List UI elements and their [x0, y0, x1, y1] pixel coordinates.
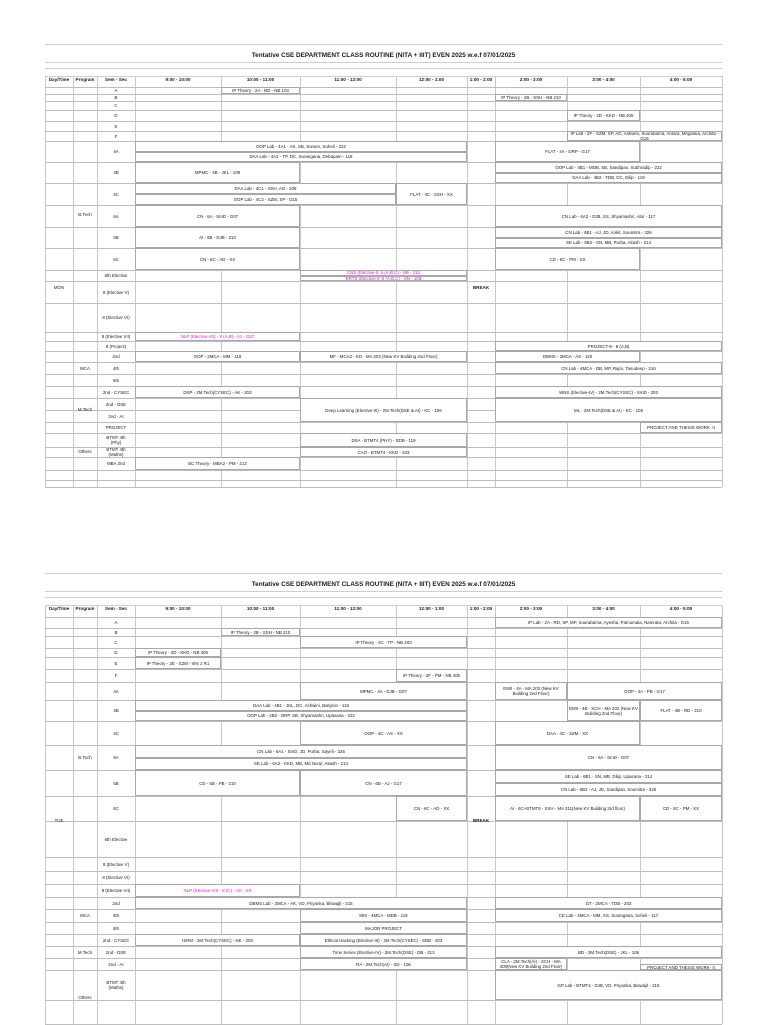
grid-line — [45, 121, 722, 122]
grid-line — [45, 487, 722, 488]
sem-label: 2nd - AI — [108, 413, 124, 419]
sem-label: C — [114, 639, 118, 645]
class-cell: CN - 6C - AD - XX — [396, 796, 467, 821]
frame-line — [45, 597, 722, 598]
sem-label: 8 (Elective VI) — [102, 875, 130, 880]
sem-label: 6C — [113, 256, 119, 262]
sem-label: 4C — [113, 730, 119, 736]
class-cell: EMII - 4B - SCH - MA 202 (New KV Building 2nd Floor) — [567, 700, 640, 721]
class-cell: ML - 2M.Tech(DSE & AI) - KC - 106 — [495, 398, 722, 422]
sem-label: 2nd - CYSEC — [102, 937, 130, 943]
sem-label: PROJECT — [105, 425, 127, 430]
sem-label: F — [114, 673, 118, 678]
program-label: MCA — [80, 366, 90, 371]
class-cell: IP Theory - 2C - TP - NB 403 — [300, 636, 467, 648]
sem-label: D — [114, 113, 118, 118]
break-label: BREAK — [472, 818, 490, 823]
class-cell: OOP - 2MCA - MM - 119 — [135, 351, 300, 362]
column-header: 11:00 - 12:00 — [334, 605, 362, 611]
class-cell: IP Theory - 2B - SSH - NB 210 — [495, 94, 567, 101]
sem-label: 8 (Elective VI) — [102, 315, 130, 320]
program-label: Others — [78, 449, 92, 454]
class-cell: DAA Lab - 4C1 - SSH, AG - 208 — [135, 183, 396, 194]
class-cell: DSA - BTMT4 (PHY) - SDB - 119 — [300, 433, 467, 447]
class-cell: RA - 2M.Tech(AI) - SD - 106 — [300, 958, 467, 970]
class-cell: SE Lab - 6B2 - SN, MB, Purba, Akash - 214 — [495, 238, 722, 249]
class-cell: OOP - 4C - AS - XX — [300, 721, 467, 745]
class-cell: IP Theory - 2E - SZM - WS 2 R1 — [135, 657, 221, 669]
class-cell: CD - 6C - PM - XX — [495, 248, 640, 270]
sem-label: 8 (Elective VII) — [101, 334, 131, 339]
column-header: Program — [75, 605, 95, 611]
class-cell: CN Lab - 6A2 - DJB, SS, Shyamashri, Abir - 117 — [495, 205, 722, 227]
column-header: 2:00 - 3:00 — [519, 605, 543, 611]
program-label: M.Tech — [77, 949, 93, 955]
sem-label: 2nd - DSE — [105, 401, 127, 407]
sem-label: 4C — [113, 191, 119, 197]
frame-line — [45, 573, 722, 574]
class-cell: FLAT - 4A - DRP - G17 — [495, 141, 640, 162]
frame-line — [45, 62, 722, 63]
sem-label: 6th Elective — [104, 836, 128, 842]
sem-label: 4th — [112, 913, 120, 918]
grid-line — [45, 374, 722, 375]
class-cell: IP Theory - 2B - SSH - NB 210 — [221, 628, 300, 636]
grid-line — [45, 87, 722, 88]
grid-line — [45, 76, 722, 77]
sem-label: 6A — [113, 213, 119, 219]
class-cell: IP Theory - 2D - KKD - NB 405 — [567, 110, 640, 121]
class-cell: ISRM - 2M.Tech(CYSEC) - NK - 203 — [135, 934, 300, 946]
class-cell: CN - 6A - SmD - G07 — [135, 205, 300, 227]
class-cell: NLP (Elective-VII) - 8 (A,B) - AJ - G17 — [135, 332, 300, 341]
sem-label: 6th — [112, 377, 120, 383]
class-cell: MPMC - 4A - DJB - G07 — [300, 682, 467, 700]
column-header: Program — [75, 76, 95, 82]
column-header: Day/Time — [48, 76, 70, 82]
grid-line — [45, 871, 722, 872]
class-cell: CD - 6C - PM - XX — [640, 796, 722, 821]
grid-line — [45, 281, 722, 282]
class-cell: CN Lab - 6A1 - SmD, JD, Purba, Sayeli - 326 — [135, 745, 467, 758]
sem-label: BTMT 4th (Maths) — [106, 980, 126, 990]
column-header: Day/Time — [48, 605, 70, 611]
sem-label: A — [114, 88, 118, 93]
column-header: 4:00 - 5:00 — [669, 605, 693, 611]
grid-line — [221, 605, 222, 1024]
sem-label: E — [114, 123, 118, 129]
sem-label: 4B — [113, 708, 119, 713]
grid-line — [45, 480, 722, 481]
sem-label: 4A — [113, 149, 119, 154]
grid-line — [45, 422, 722, 423]
sem-label: B — [114, 629, 118, 635]
column-header: 11:00 - 12:00 — [334, 76, 362, 82]
class-cell: MPMC - 4B - JKL - 109 — [135, 162, 300, 183]
grid-line — [45, 303, 722, 304]
sem-label: 8 (Project) — [105, 343, 127, 349]
class-cell: MIS - 4MCA - MDB - 119 — [300, 909, 467, 922]
class-cell: EMII - 4A - MA 202 (New KV Building 2nd Floor) — [495, 682, 567, 700]
sem-label: 2nd - CYSEC — [102, 389, 130, 395]
sem-label: C — [114, 103, 118, 108]
class-cell: PROJECT AND THESIS WORK- II — [640, 964, 722, 970]
column-header: Sem - Sec — [105, 76, 127, 82]
class-cell: IP Lab - 2F - SZM, SP, AG, Ashwini, Sourabarna, Antara, Mriganka, Archita - G15 — [567, 131, 722, 141]
sem-label: 6th — [112, 925, 120, 931]
class-cell: GP Lab - BTMT4 - DJB, VD, Priyanka, Biswajit - 215 — [495, 970, 722, 1000]
sem-label: 2nd — [112, 354, 120, 359]
class-cell: SE Lab - 6B1 - SN, MB, Dilip, Upasana - 214 — [495, 770, 722, 783]
class-cell: GT - 2MCA - TDB - 203 — [495, 897, 722, 909]
sem-label: D — [114, 650, 118, 655]
class-cell: CN - 6A - SmD - G07 — [495, 745, 722, 770]
column-header: 2:00 - 3:00 — [519, 76, 543, 82]
class-cell: AI - 6B - DJB - 210 — [135, 227, 300, 248]
class-cell: FLAT - 4B - RD - 210 — [640, 700, 722, 721]
class-cell: AI - 6C+BTMT6 - SSH - MA 311(New KV Building 3rd floor) — [495, 796, 640, 821]
sem-label: B — [114, 95, 118, 100]
sem-label: 8 (Elective V) — [102, 289, 130, 295]
grid-line — [45, 470, 722, 471]
class-cell: CN - 6B - AJ - G17 — [300, 770, 467, 796]
class-cell: FLAT - 4C - SSH - XX — [396, 183, 467, 205]
class-cell: BC Theory - MBA2 - PM - 213 — [135, 457, 300, 470]
column-header: 12:00 - 1:00 — [418, 605, 445, 611]
sem-label: A — [114, 620, 118, 625]
class-cell: DBMS - 2MCA - AS - 119 — [495, 351, 640, 362]
sem-label: 2nd — [112, 900, 120, 906]
grid-line — [722, 605, 723, 1024]
grid-line — [45, 669, 722, 670]
sem-label: 6B — [113, 780, 119, 786]
class-cell: CNS (Elective-II: 6 (A,B,C) - NB - 213 — [300, 270, 467, 276]
class-cell: DSP - 2M Tech(CYSEC) - AK - 203 — [135, 386, 300, 398]
frame-line — [45, 68, 722, 69]
class-cell: IP Theory - 2F - PM - NB 406 — [396, 669, 467, 682]
class-cell: CD - 6B - PB - 210 — [135, 770, 300, 796]
class-cell: BD - 2M.Tech(DSE) - JKL - 106 — [495, 946, 722, 958]
day-label: TUE — [54, 818, 64, 823]
class-cell: WNS (Elective-IV) - 2M.Tech(CYSEC) - SmD - 203 — [495, 386, 722, 398]
column-header: 9:00 - 10:00 — [165, 605, 191, 611]
day-label: MON — [53, 284, 65, 290]
class-cell: CN - 6C - AD - XX — [135, 248, 300, 270]
class-cell: CE Lab - 4MCA - MM, SS, Surangana, Soheli - 117 — [495, 909, 722, 922]
grid-line — [722, 76, 723, 487]
sem-label: 4A — [113, 688, 119, 694]
sem-label: 4th — [112, 365, 120, 371]
column-header: 9:00 - 10:00 — [165, 76, 191, 82]
class-cell: CAO - BTMT4 - KKD - 203 — [300, 447, 467, 457]
grid-line — [45, 1000, 722, 1001]
column-header: Sem - Sec — [105, 605, 127, 611]
class-cell: PROJECT AND THESIS WORK- II — [640, 422, 722, 433]
grid-line — [45, 857, 722, 858]
grid-line — [45, 821, 722, 822]
column-header: 1:00 - 2:00 — [469, 605, 493, 611]
program-label: M.Tech — [77, 407, 93, 412]
class-cell: CN Lab - 4MCA - DB, MP, Rajni, Tanudeep - 216 — [495, 362, 722, 374]
class-cell: OOP Lab - 4B2 - DRP, SB, Shyamashri, Upasana - 222 — [135, 711, 467, 722]
class-cell: PROJECT-8 - 8 (A,B) — [495, 341, 722, 351]
sem-label: E — [114, 660, 118, 666]
sem-label: BTMT 4th (Phy) — [106, 435, 126, 445]
class-cell: OOP Lab - 4B1 - MDB, SB, Sandipan, Subhradip - 222 — [495, 162, 722, 173]
break-label: BREAK — [472, 284, 490, 290]
column-header: 4:00 - 5:00 — [669, 76, 693, 82]
sem-label: 8 (Elective VII) — [101, 888, 131, 893]
class-cell: SE Lab - 6A2 - KKD, MB, Md Nurul, Akash - 214 — [135, 758, 467, 771]
sem-label: 6B — [113, 235, 119, 240]
class-cell: DBMS Lab - 2MCA - AK, VD, Priyanka, Biswajit - 215 — [135, 897, 467, 909]
class-cell: IP Lab - 2A - RD, SP, MP, Sourabarna, Ayesha, Pamumala, Namrata, Archita - G15 — [495, 617, 722, 628]
class-cell: NLP (Elective-VII) - 8 (C) - AD - XX — [135, 884, 300, 897]
class-cell: DAA - 4C - SZM - XX — [495, 721, 640, 745]
sem-label: 6th Elective — [104, 273, 128, 278]
column-header: 10:00 - 11:00 — [246, 76, 275, 82]
sem-label: BTMT 4th (Maths) — [106, 447, 126, 457]
sem-label: 6C — [113, 806, 119, 811]
class-cell: ERTS (Elective-II: 6 (A,B,C) - SN - 108 — [300, 276, 467, 282]
column-header: 3:00 - 4:00 — [592, 76, 615, 82]
routine-title: Tentative CSE DEPARTMENT CLASS ROUTINE (NITA + IIIT) EVEN 2025 w.e.f 07/01/2025 — [251, 52, 516, 59]
class-cell: CLA - 2M.Tech(AI) - SCH - MA 309(New KV Building 2nd Floor) — [495, 958, 567, 970]
class-cell: Time Series (Elective-IV) - 2M.Tech(DSE) - DB - 213 — [300, 946, 467, 958]
column-header: 3:00 - 4:00 — [592, 605, 615, 611]
class-cell: CN Lab - 6B1 - AJ, JD, Ankit, Soumitra - 326 — [495, 227, 722, 238]
sem-label: 2nd - DSE — [105, 949, 127, 955]
class-cell: DAA Lab - 4B2 - TDB, DC, Dilip - 118 — [495, 173, 722, 184]
program-label: B.Tech — [78, 211, 92, 217]
routine-title: Tentative CSE DEPARTMENT CLASS ROUTINE (NITA + IIIT) EVEN 2025 w.e.f 07/01/2025 — [251, 581, 516, 588]
class-cell: MF - MCA2 - KD - MA 203 (New KV Building 2nd Floor) — [300, 351, 467, 362]
sem-label: 8 (Elective V) — [102, 861, 130, 867]
sem-label: 6A — [113, 755, 119, 760]
column-header: 1:00 - 2:00 — [469, 76, 493, 82]
sem-label: 2nd - AI — [108, 961, 124, 967]
class-cell: MAJOR PROJECT — [300, 922, 467, 934]
sem-label: MBA 2nd — [107, 461, 125, 466]
class-cell: DAA Lab - 4A2 - TP, DC, Surangana, Debapam - 118 — [135, 152, 467, 163]
sem-label: F — [114, 133, 118, 139]
class-cell: IP Theory - 2A - RD - NB 103 — [221, 87, 300, 94]
column-header: 12:00 - 1:00 — [418, 76, 445, 82]
sem-label: 4B — [113, 170, 119, 175]
class-cell: OOP - 4A - PB - G17 — [567, 682, 722, 700]
grid-line — [45, 605, 722, 606]
grid-line — [45, 628, 722, 629]
grid-line — [45, 94, 722, 95]
program-label: MCA — [80, 913, 90, 918]
class-cell: DAA Lab - 4B1 - JKL, DC, Ashwini, Babylon - 118 — [135, 700, 467, 711]
class-cell: Deep Learning (Elective-III) - 2M.Tech(DSE & AI) - KC - 106 — [300, 398, 467, 422]
grid-line — [45, 101, 722, 102]
frame-line — [45, 591, 722, 592]
class-cell: Ethical Hacking (Elective-III) - 2M.Tech(CYSEC) - SDB - 203 — [300, 934, 467, 946]
frame-line — [45, 44, 722, 45]
class-cell: OOP Lab - 4A1 - AS, SB, Sonam, Soheli - 222 — [135, 141, 467, 152]
program-label: Others — [78, 994, 92, 1000]
class-cell: OOP Lab - 4C2 - SZM, SP - G15 — [135, 194, 396, 205]
program-label: B.Tech — [78, 754, 92, 760]
class-cell: CN Lab - 6B2 - AJ, JD, Sandipan, Soumitra - 326 — [495, 783, 722, 796]
class-cell: IP Theory - 2D - KKD - NB 405 — [135, 648, 221, 657]
column-header: 10:00 - 11:00 — [246, 605, 275, 611]
